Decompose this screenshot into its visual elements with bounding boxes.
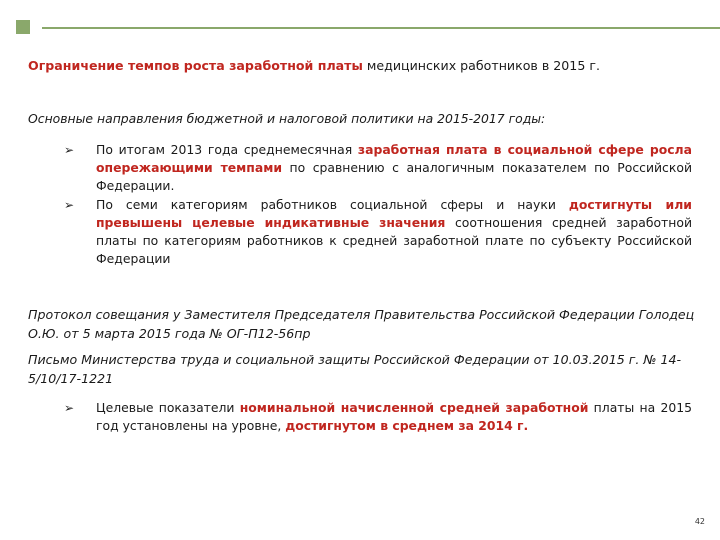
top-divider-line bbox=[42, 27, 720, 29]
bullet-text: соотношения средней заработной платы по категориям работников к средней заработной плате по субъекту Российской Федерации bbox=[96, 214, 692, 267]
policy-bullet-list bbox=[64, 141, 692, 268]
list-item bbox=[64, 141, 692, 196]
section-subtitle: Основные направления бюджетной и налоговой политики на 2015-2017 годы: bbox=[28, 111, 546, 126]
bullet-text: платы на 2015 год установлены на уровне, bbox=[96, 400, 692, 434]
bullet-highlight: номинальной начисленной средней заработной bbox=[239, 400, 589, 415]
arrow-bullet-icon: ➢ bbox=[64, 197, 75, 212]
bullet-text: По семи категориям работников социальной сферы и науки bbox=[96, 196, 569, 212]
bullet-text: По итогам 2013 года среднемесячная bbox=[96, 142, 358, 157]
page-number: 42 bbox=[694, 517, 705, 526]
bullet-highlight: достигнутом в среднем за 2014 г. bbox=[285, 418, 529, 434]
bullet-highlight: заработная плата в социальной сфере росла опережающими темпами bbox=[96, 142, 692, 176]
reference-letter: Письмо Министерства труда и социальной защиты Российской Федерации от 10.03.2015 г. № 14-5/10/17-1221 bbox=[28, 352, 682, 386]
corner-square-decoration bbox=[16, 20, 30, 34]
title-rest: медицинских работников в 2015 г. bbox=[362, 58, 600, 73]
target-bullet-list bbox=[64, 399, 692, 435]
bullet-text: Целевые показатели bbox=[96, 400, 240, 415]
bullet-highlight: достигнуты или превышены целевые индикативные значения bbox=[96, 196, 692, 230]
list-item bbox=[64, 399, 692, 435]
list-item bbox=[64, 196, 692, 269]
bullet-text: по сравнению с аналогичным показателем по Российской Федерации. bbox=[96, 160, 692, 194]
slide-title bbox=[28, 57, 708, 75]
arrow-bullet-icon: ➢ bbox=[64, 143, 75, 157]
reference-protocol: Протокол совещания у Заместителя Председателя Правительства Российской Федерации Голодец О.Ю. от 5 марта 2015 года № ОГ-П12-56пр bbox=[28, 307, 695, 341]
title-highlight: Ограничение темпов роста заработной платы bbox=[28, 58, 363, 73]
arrow-bullet-icon: ➢ bbox=[64, 401, 75, 415]
